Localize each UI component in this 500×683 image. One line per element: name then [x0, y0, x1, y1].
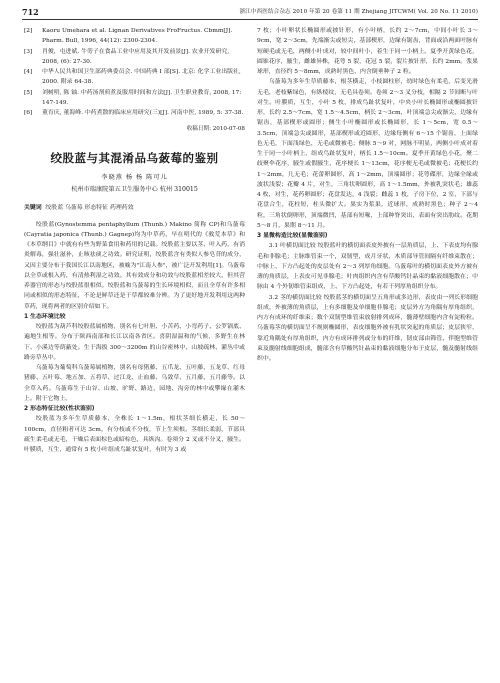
body-paragraph: 绞股蓝为葫芦科绞股蓝属植物，别名有七叶胆、小苦药、小弯药子、公罗锅底、遍地生根等。分布于陕西南部和长江以南各省区。喜阴湿温和的气候，多野生在林下、小溪边等荫蔽处。生于海拔 300～3200m 的山谷密林中、山坡疏林、灌丛中或路旁草丛中。: [24, 324, 245, 361]
section-heading: 1 生态环境比较: [24, 313, 66, 320]
received-date: 收稿日期: 2010-07-08: [186, 126, 245, 133]
keywords: [24, 203, 245, 213]
body-paragraph: 乌蔹莓为葡萄科乌蔹莓属植物，别名有母猪藤、五爪龙、五叶藤、五龙草、红母猪藤、五叶莓、地五加、五将草、过江龙、止血藤、乌敛草、五月藤、五月藤等。以全草入药。乌蔹莓生于山谷、山坡、旷野、路边、园地、沟旁的林中或攀缘在灌木上。附于它物上。: [24, 365, 245, 402]
running-head: 浙江中西医结合杂志 2010 年第 20 卷第 11 期 Zhejiang JITCWM( Vol. 20 No. 11 2010): [239, 9, 478, 15]
article-title: 绞股蓝与其混淆品乌蔹莓的鉴别: [50, 150, 219, 165]
article-affiliation: 杭州市瑞康院第五卫生服务中心 杭州 310015: [71, 186, 198, 193]
body-paragraph: 7 枚；小叶卵状长椭圆形或披针形，有小叶柄，长约 2～7cm，中间小叶长 3～9cm，宽 2～3cm，先端渐尖或短尖，基部楔形，边缘有锯齿，背面或沿两面叶脉有短硬毛或无毛，两侧小叶成对，较中间叶小，着生于同一小柄上。夏季开黄绿色花，圆锥花序，腋生，雌雄异株，花萼 5 裂，花冠 5 裂，裂片披针形，长约 2mm。浆果球形，直径约 5～8mm，成熟时黑色，内含倒垂种子 2 粒。: [257, 28, 478, 75]
section-heading: 2 形态特征比较(性状鉴别): [24, 406, 95, 412]
article-authors: 李晓燕 杨 杨 陈可儿: [101, 173, 168, 181]
keywords-text: 绞股蓝 乌蔹莓 形态特征 药理药效: [45, 205, 134, 212]
reference-item: [2] Kaoru Umehara et al. Lignan Derivatives FroFructus. Cbmm[J]. Pharm. Bull, 1996, 44(12): 2300-2304.: [24, 28, 233, 45]
reference-item: [4] 中华人民共和国卫生部药典委员会. 中国药典 I 部[S]. 北京: 化学工业出版社, 2000. 附录 64-38.: [24, 69, 241, 86]
right-column: [257, 26, 478, 364]
section-heading: 3 显微构造比较(显微鉴别): [257, 233, 328, 239]
reference-list: [24, 26, 245, 118]
reference-item: [6] 董育庆, 董海峰. 中药煮散的临床应用研究(三)[J]. 河南中医, 1989, 5: 37-38.: [24, 110, 244, 116]
body-paragraph: 绞股蓝为多年生草质藤本，全株长 1～1.5m，根状茎细长横走，长 50～100cm，直径粗者可达 3cm，有分枝或不分枝，节上生须根。茎细长柔弱，节部具疏生柔毛或无毛，干燥后表面棕色或暗棕色，具纵沟。卷须分 2 叉或不分叉，腋生。叶膜质，互生，通常有 5 枚小叶组成鸟趾状复叶，有时为 3 或: [24, 416, 245, 453]
reference-item: [5] 刘树明, 陈 铀. 中药汤剂煎煮及服用时间和方法[J]. 卫生职业教育, 2008, 17: 147-149.: [24, 89, 242, 106]
intro-paragraph: 绞股蓝(Gynostemma pentaphyllum (Thunb.) Makino 简称 CP)和乌蔹莓(Cayratia japonica (Thunb.) Gagnep)均为中草药，早在明代的《救荒本草》和《本草纲目》中就有有些为野菜食用和药用的记载。绞股蓝主要以茎、叶入药，有消炎解毒，强壮滋补，止咳祛痰之功效。研究证明，绞股蓝含有类似人参皂苷的成分，又因主要分布于我国长江以南地区，被喻为"江南人参"，被广泛开发利用[1]。乌蔹莓以全草或根入药，有清热利湿之功效。其有效成分和功效与绞股蓝相差较大，但其营养器官的形态与绞股蓝很相似。绞股蓝和乌蔹莓的生长环境相似，而且全草有许多相同或相似的形态特征，不论是鲜草还是干草都较难分辨。为了更好地开发利用这两种草药，现将两者的区别介绍如下。: [24, 221, 245, 310]
reference-item: [3] 肖俊，屯进斌. 牛蒡子在食品工业中应用及其开发前景[J]. 农业开发研究, 2008, (6): 27-30.: [24, 48, 230, 65]
body-paragraph: 3.2 茎的横切面比较 绞股蓝茎的横切面呈五角形或多边形，表皮由一列长形细胞组成，外被薄的角质层，上有多细胞及单细胞非腺毛；皮层外方为角隅有厚角组织，内方有成环的纤维束；数个双韧型维管束放射排列成环，髓薄壁细胞内含有淀粉粒。乌蔹莓茎的横切面呈不规则椭圆形，表皮细胞外被有乳状突起的角质层；皮层狭窄，靠近角隅处有厚角组织，内方有成环排列或分布的纤维，韧皮部由筛管、伴胞型维管束及髓射线细胞组成，髓部含有草酸钙针晶束的黏液细胞分布于皮层，髓及髓射线组织中。: [257, 294, 478, 362]
body-paragraph: 3.1 叶横切面比较 绞股蓝叶的横切面表皮外披有一层角质层，上、下表皮均有腺毛和非腺毛；主脉维管束一个，双韧型，成月牙状，木质部导管间隔有纤维束散在；中脉上、下方凸起处的皮层处有 2～3 列厚角细胞。乌蔹莓叶的横切面表皮外方被有薄的角质层，上表皮可见非腺毛；叶肉组织内含有草酸钙针晶束的黏液细胞散在；中脉由 4 个外韧维管束组成，上、下方凸起处，有若干列厚角组织分布。: [257, 243, 478, 291]
left-column: [24, 26, 245, 455]
page-number: 712: [22, 7, 39, 17]
body-paragraph: 乌蔹莓为多年生草质藤本，根茎横走，小枝圆柱形，幼时绿色有柔毛，后变光滑无毛，老枝紫绿色，有纵棱纹，无毛具卷须。卷须 2～3 叉分枝，相隔 2 节间断与叶对生。叶膜质，互生，小叶 5 枚，排成鸟趾状复叶，中央小叶长椭圆形或椭圆披针形，长约 2.5～7cm，宽 1.5～4.5cm，柄长 2～3cm，叶顶端急尖或渐尖，边缘有锯齿，基部楔形或圆形；侧生小叶椭圆形或长椭圆形，长 1～5cm，宽 0.5～3.5cm，顶端急尖或圆形，基部楔形或近圆形，边缘每侧有 6～15 个锯齿，上面绿色无毛，下面浅绿色，无毛或微被毛；侧脉 5～9 对，网脉不明显，两侧小叶成对着生于同一小叶柄上，组成鸟趾状复叶，柄长 1.5～10cm。夏季开黄绿色小花，聚二歧聚伞花序，腋生或假腋生，花序梗长 1～13cm，花序梗无毛或微被毛；花梗长约 1～2mm，几无毛；花蕾卵圆形，高 1～2mm，顶端圆形；花萼碟形，边缘全缘或波状浅裂；花瓣 4 片，对生，三角状卵圆形，高 1～1.5mm，外被乳突状毛；雄蕊 4 枚，对生，花药卵圆形；花盘发达，4 浅裂；雌蕊 1 枚，子房下位，2 室，下部与花盘合生，花柱短，柱头微扩大。果实为浆果，近球形，成熟时黑色；种子 2～4 粒，三角状倒卵形，顶端微凹，基部有短喙，上部种脊突出，表面有突出肋纹。花期 5～8 月，果期 8～11 月。: [257, 79, 478, 229]
page-header: [0, 0, 500, 22]
keywords-label: 关键词: [24, 205, 42, 212]
header-rule: [22, 19, 478, 20]
